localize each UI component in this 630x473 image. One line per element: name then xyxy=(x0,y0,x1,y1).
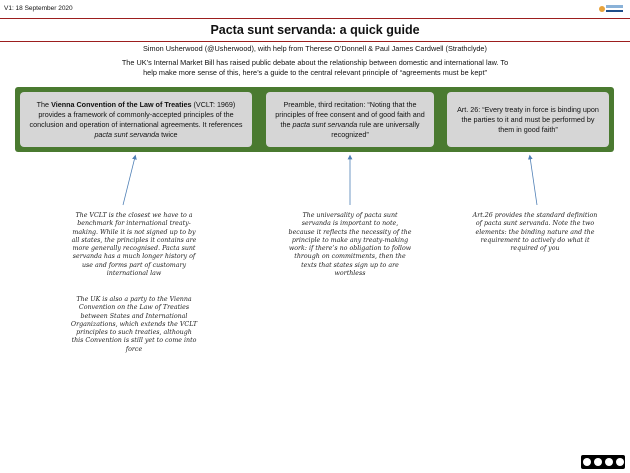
intro-text: The UK’s Internal Market Bill has raised public debate about the relationship between domestic and international law. To help make more sense of this, here’s a guide to the central relevant principle of “agreements must be kept” xyxy=(121,58,509,77)
sa-icon xyxy=(616,458,624,466)
cc-icon xyxy=(583,458,591,466)
arrow-left xyxy=(123,157,135,205)
page-title: Pacta sunt servanda: a quick guide xyxy=(210,23,420,37)
vclt-bold: Vienna Convention of the Law of Treaties xyxy=(51,99,192,109)
by-icon xyxy=(594,458,602,466)
version-label: V1: 18 September 2020 xyxy=(4,5,73,12)
note-art26: Art.26 provides the standard definition of pacta sunt servanda. Note the two elements: the binding nature and the requirement to actively do what it required of you xyxy=(472,212,598,253)
note-vclt-io: The UK is also a party to the Vienna Convention on the Law of Treaties between States and International Organizations, which extends the VCLT principles to such treaties, although this Convention is still yet to come into force xyxy=(70,296,198,353)
creative-commons-badge xyxy=(581,455,625,469)
arrow-right xyxy=(530,157,537,205)
card-preamble-text: Preamble, third recitation: “Noting that the principles of free consent and of good faith and the pacta sunt servanda rule are universally recognized” xyxy=(275,99,425,139)
note-universality: The universality of pacta sunt servanda is important to note, because it reflects the necessity of the principle to make any treaty-making work: if there’s no obligation to follow through on commitments, then the texts that states sign up to are worthless xyxy=(288,212,412,278)
nc-icon xyxy=(605,458,613,466)
authors-line: Simon Usherwood (@Usherwood), with help from Therese O’Donnell & Paul James Cardwell (Strathclyde) xyxy=(143,44,487,53)
note-vclt-benchmark: The VCLT is the closest we have to a benchmark for international treaty-making. While it is not signed up to by all states, the principles it contains are more generally recognised. Pacta sunt servanda has a much longer history of use and forms part of customary international law xyxy=(71,212,197,278)
card-vclt-text: The Vienna Convention of the Law of Treaties (VCLT: 1969) provides a framework of commonly-accepted principles of the conclusion and operation of international agreements. It references pacta sunt servanda twice xyxy=(29,99,243,139)
card-art26-text: Art. 26: “Every treaty in force is binding upon the parties to it and must be performed by them in good faith” xyxy=(457,104,599,134)
